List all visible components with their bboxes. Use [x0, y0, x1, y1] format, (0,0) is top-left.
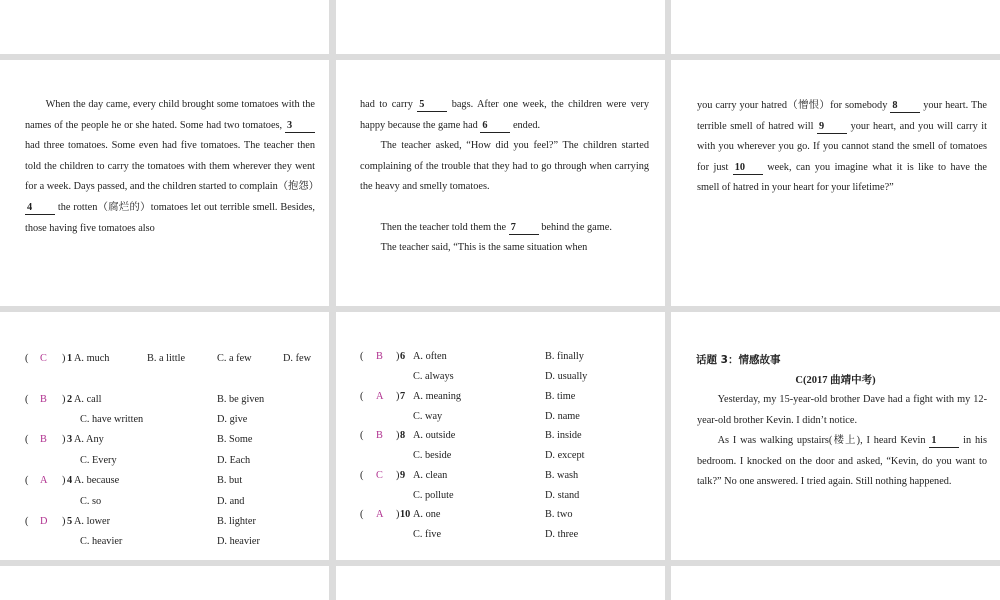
option-c: C. always: [413, 371, 454, 382]
option-a: A. because: [74, 475, 120, 487]
option-a: A. clean: [413, 469, 448, 481]
option-d: D. and: [217, 495, 245, 507]
topic-title: 话题 3：情感故事: [696, 354, 781, 366]
paren-close: ): [62, 515, 66, 527]
option-d: D. give: [217, 414, 248, 426]
blank-1: 1: [929, 434, 959, 448]
option-a: A. Any: [74, 434, 104, 446]
option-c: C. Every: [80, 454, 117, 466]
option-b: B. inside: [545, 430, 582, 441]
option-a: A. meaning: [413, 390, 462, 402]
question-row: [336, 367, 665, 387]
option-b: B. be given: [217, 393, 265, 405]
question-number: 2: [67, 393, 73, 405]
answer-letter: B: [376, 351, 383, 362]
option-a: A. lower: [74, 515, 111, 527]
slide-panel: [0, 0, 329, 54]
paren-open: (: [360, 509, 364, 520]
question-row: [0, 532, 329, 552]
question-row: [0, 492, 329, 512]
option-c: C. a few: [217, 353, 252, 364]
passage-paragraph: Then the teacher told them the 7 behind the game.: [380, 222, 612, 233]
option-a: A. much: [74, 353, 110, 364]
question-row: [336, 347, 665, 367]
passage-panel-1: [0, 60, 329, 306]
question-number: 6: [400, 351, 406, 362]
question-row: [0, 430, 329, 450]
option-d: D. three: [545, 529, 579, 540]
option-c: C. heavier: [80, 536, 123, 548]
blank-4: 4: [25, 201, 55, 215]
question-row: [0, 349, 329, 369]
blank-7: 7: [509, 221, 539, 235]
answer-letter: C: [376, 469, 383, 481]
option-d: D. usually: [545, 371, 588, 382]
option-b: B. time: [545, 390, 576, 402]
answer-letter: B: [40, 434, 47, 446]
option-a: A. outside: [413, 430, 456, 441]
topic-panel: [671, 312, 1000, 560]
option-c: C. way: [413, 410, 443, 422]
blank-8: 8: [890, 99, 920, 113]
topic-paragraph: As I was walking upstairs(楼上), I heard Kevin 1 in his bedroom. I knocked on the door and asked, “Kevin, do you want to talk?” No one answered. I tried again. Still nothing happened.: [697, 435, 987, 488]
blank-9: 9: [817, 120, 847, 134]
slide-panel: [336, 0, 665, 54]
question-number: 7: [400, 390, 406, 402]
blank-6: 6: [480, 119, 510, 133]
option-b: B. two: [545, 509, 573, 520]
paren-open: (: [360, 469, 364, 481]
answer-letter: A: [376, 390, 384, 402]
option-d: D. stand: [545, 489, 580, 501]
paren-close: ): [396, 351, 400, 362]
answer-letter: A: [40, 475, 48, 487]
passage-paragraph: had to carry 5 bags. After one week, the children were very happy because the game had 6 ended.: [360, 99, 650, 131]
slide-panel: [671, 566, 1000, 600]
question-row: [0, 451, 329, 471]
question-number: 5: [67, 515, 73, 527]
answer-letter: B: [376, 430, 383, 441]
topic-paragraph: Yesterday, my 15-year-old brother Dave had a fight with my 12-year-old brother Kevin. I didn’t notice.: [697, 394, 987, 426]
blank-10: 10: [733, 161, 763, 175]
option-d: D. Each: [217, 454, 251, 466]
paren-close: ): [62, 434, 66, 446]
passage-panel-3: [671, 60, 1000, 306]
answer-letter: C: [40, 353, 47, 364]
passage-paragraph: The teacher asked, “How did you feel?” The children started complaining of the trouble that they had to go through when carrying the heavy and smelly tomatoes.: [360, 140, 649, 193]
question-row: [336, 426, 665, 446]
slide-panel: [0, 566, 329, 600]
paren-open: (: [25, 434, 29, 446]
question-row: [0, 471, 329, 491]
passage-paragraph: The teacher said, “This is the same situation when: [380, 242, 588, 253]
option-b: B. finally: [545, 351, 584, 362]
question-number: 3: [67, 434, 73, 446]
paren-open: (: [25, 475, 29, 487]
question-number: 10: [400, 509, 411, 520]
option-b: B. wash: [545, 469, 579, 481]
paren-open: (: [360, 430, 364, 441]
question-number: 4: [67, 475, 73, 487]
option-b: B. but: [217, 475, 243, 487]
option-b: B. Some: [217, 434, 253, 446]
paren-close: ): [396, 390, 400, 402]
passage-paragraph: When the day came, every child brought some tomatoes with the names of the people he or she hated. Some had two tomatoes, 3 had three tomatoes. Some even had five tomatoes. The teacher then told the children to carry the tomatoes with them wherever they went for a week. Days passed, and the children started to complain（抱怨）4 the rotten（腐烂的）tomatoes let out terrible smell. Besides, those having five tomatoes also: [25, 99, 319, 234]
option-a: A. call: [74, 393, 102, 405]
answer-letter: B: [40, 393, 47, 405]
paren-close: ): [62, 475, 66, 487]
question-row: [336, 387, 665, 407]
question-row: [336, 505, 665, 525]
option-c: C. so: [80, 495, 102, 507]
paren-open: (: [25, 353, 29, 364]
option-b: B. lighter: [217, 515, 256, 527]
blank-3: 3: [285, 119, 315, 133]
question-row: [336, 486, 665, 506]
question-number: 9: [400, 469, 406, 481]
option-c: C. have written: [80, 414, 144, 426]
question-row: [336, 407, 665, 427]
passage-panel-2: [336, 60, 665, 306]
paren-close: ): [396, 430, 400, 441]
question-row: [0, 410, 329, 430]
question-row: [0, 512, 329, 532]
option-b: B. a little: [147, 353, 186, 364]
question-row: [336, 525, 665, 545]
option-d: D. few: [283, 353, 312, 364]
answers-panel-2: [336, 312, 665, 560]
option-c: C. pollute: [413, 489, 454, 501]
passage-paragraph: you carry your hatred（憎恨）for somebody 8 your heart. The terrible smell of hatred will 9 your heart, and you will carry it with you wherever you go. If you cannot stand the smell of tomatoes for just 10 week, can you imagine what it is like to have the smell of hatred in your heart for your lifetime?”: [697, 100, 987, 194]
answer-letter: A: [376, 509, 384, 520]
slide-panel: [671, 0, 1000, 54]
slide-panel: [336, 566, 665, 600]
question-number: 1: [67, 353, 73, 364]
paren-close: ): [396, 469, 400, 481]
paren-close: ): [396, 509, 400, 520]
option-a: A. one: [413, 509, 441, 520]
option-c: C. beside: [413, 450, 452, 461]
option-a: A. often: [413, 351, 447, 362]
paren-open: (: [360, 351, 364, 362]
section-heading: C(2017 曲靖中考): [795, 375, 876, 386]
paren-close: ): [62, 393, 66, 405]
paren-open: (: [360, 390, 364, 402]
paren-open: (: [25, 393, 29, 405]
blank-5: 5: [417, 98, 447, 112]
option-d: D. heavier: [217, 536, 260, 548]
paren-close: ): [62, 353, 66, 364]
option-c: C. five: [413, 529, 442, 540]
question-row: [0, 390, 329, 410]
answers-panel-1: [0, 312, 329, 560]
question-number: 8: [400, 430, 406, 441]
option-d: D. except: [545, 450, 585, 461]
answer-letter: D: [40, 515, 48, 527]
question-row: [336, 466, 665, 486]
option-d: D. name: [545, 410, 580, 422]
question-row: [336, 446, 665, 466]
paren-open: (: [25, 515, 29, 527]
